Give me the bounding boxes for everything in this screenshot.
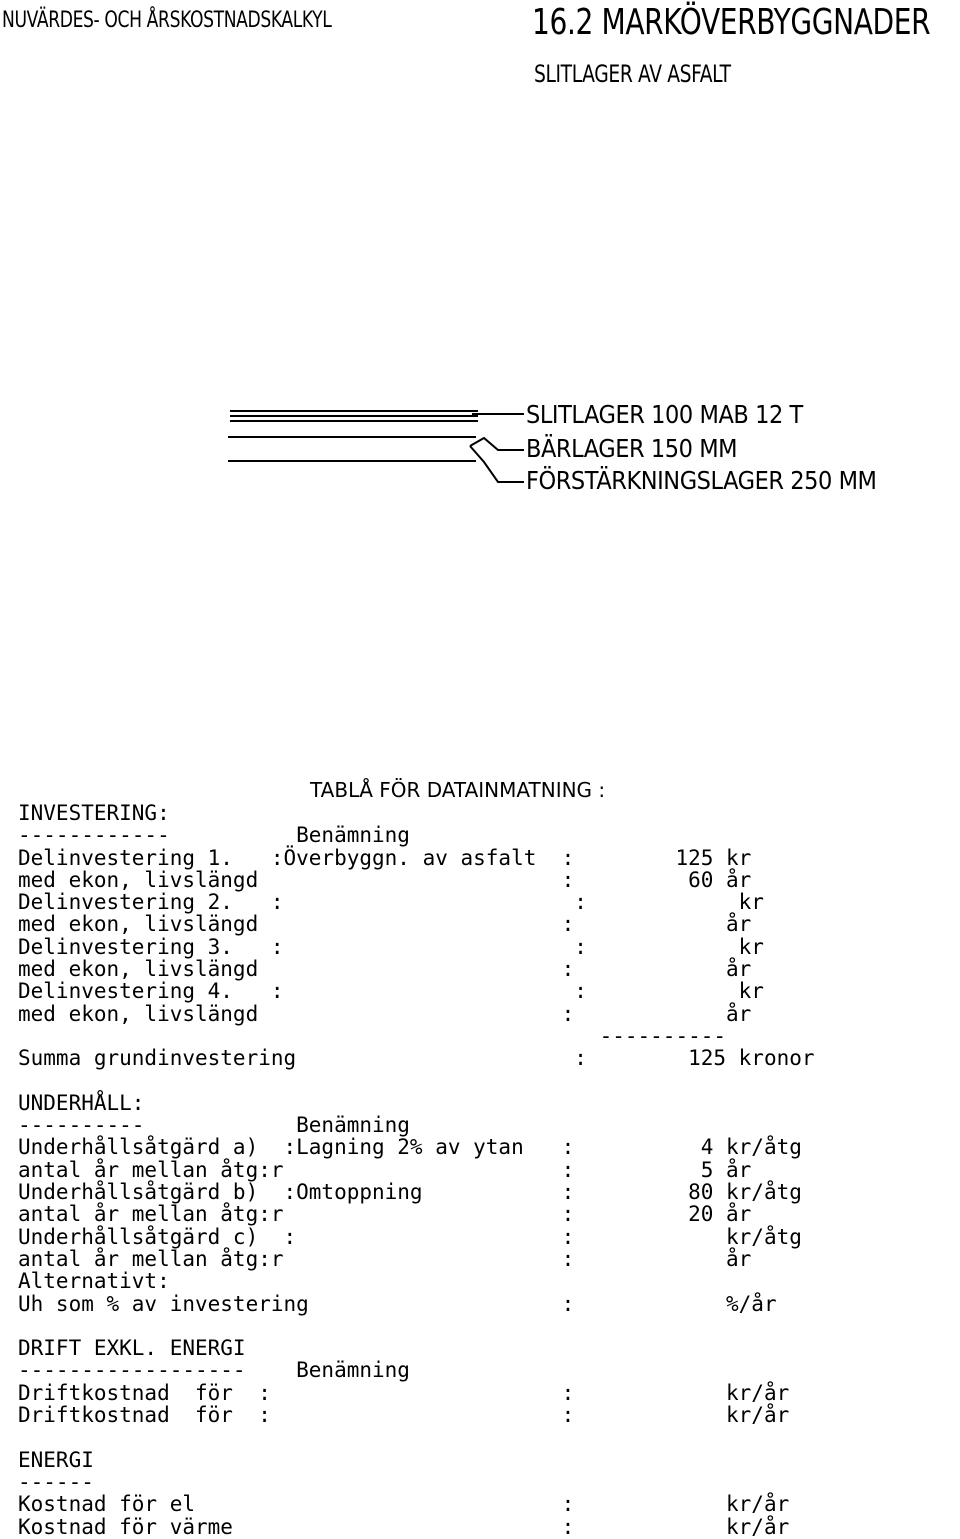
table-line: Kostnad för el : kr/år [18,1492,790,1517]
table-line: ------ [18,1469,94,1494]
table-line: Alternativt: [18,1269,170,1294]
table-line: ------------------ Benämning [18,1358,410,1383]
table-line: med ekon, livslängd : år [18,912,752,937]
table-line: Driftkostnad för : : kr/år [18,1380,790,1405]
table-line: DRIFT EXKL. ENERGI [18,1336,246,1361]
table-line: ------------ Benämning [18,823,410,848]
table-line: Underhållsåtgärd c) : : kr/åtg [18,1224,802,1249]
table-line: ENERGI [18,1447,94,1472]
leader-barlager [470,438,524,450]
table-line: ---------- [18,1023,727,1048]
table-line: antal år mellan åtg:r : 5 år [18,1157,752,1182]
table-line: Summa grundinvestering : 125 kronor [18,1046,815,1071]
table-line: med ekon, livslängd : år [18,957,752,982]
table-line [18,1315,815,1337]
document-header-left: NUVÄRDES- OCH ÅRSKOSTNADSKALKYL [2,8,332,33]
layer-label-slitlager: SLITLAGER 100 MAB 12 T [526,400,803,429]
table-line: Underhållsåtgärd a) :Lagning 2% av ytan : 4 kr/åtg [18,1135,802,1160]
table-line [18,1426,815,1448]
table-line: antal år mellan åtg:r : 20 år [18,1202,752,1227]
table-line [18,1070,815,1092]
table-line: Underhållsåtgärd b) :Omtoppning : 80 kr/åtg [18,1180,802,1205]
table-line: med ekon, livslängd : 60 år [18,867,752,892]
layer-cross-section-diagram [0,0,960,520]
table-line: Delinvestering 4. : : kr [18,979,764,1004]
table-line: Delinvestering 1. :Överbyggn. av asfalt : 125 kr [18,845,752,870]
table-line: med ekon, livslängd : år [18,1001,752,1026]
table-line: UNDERHÅLL: [18,1090,145,1115]
table-line: Delinvestering 3. : : kr [18,934,764,959]
table-line: Kostnad för värme : kr/år [18,1514,790,1539]
table-line: Delinvestering 2. : : kr [18,890,764,915]
document-subtitle: SLITLAGER AV ASFALT [534,60,731,88]
table-line: Uh som % av investering : %/år [18,1291,777,1316]
document-header-title: 16.2 MARKÖVERBYGGNADER [532,2,931,43]
table-line: INVESTERING: [18,801,170,825]
table-line: antal år mellan åtg:r : år [18,1246,752,1271]
table-line: Driftkostnad för : : kr/år [18,1403,790,1428]
table-line: ---------- Benämning [18,1113,410,1138]
layer-label-barlager: BÄRLAGER 150 MM [526,434,738,463]
data-entry-table [18,802,815,1538]
leader-forstarkning [470,446,524,482]
layer-label-forstarkningslager: FÖRSTÄRKNINGSLAGER 250 MM [526,466,877,495]
table-title: TABLÅ FÖR DATAINMATNING : [310,778,606,802]
